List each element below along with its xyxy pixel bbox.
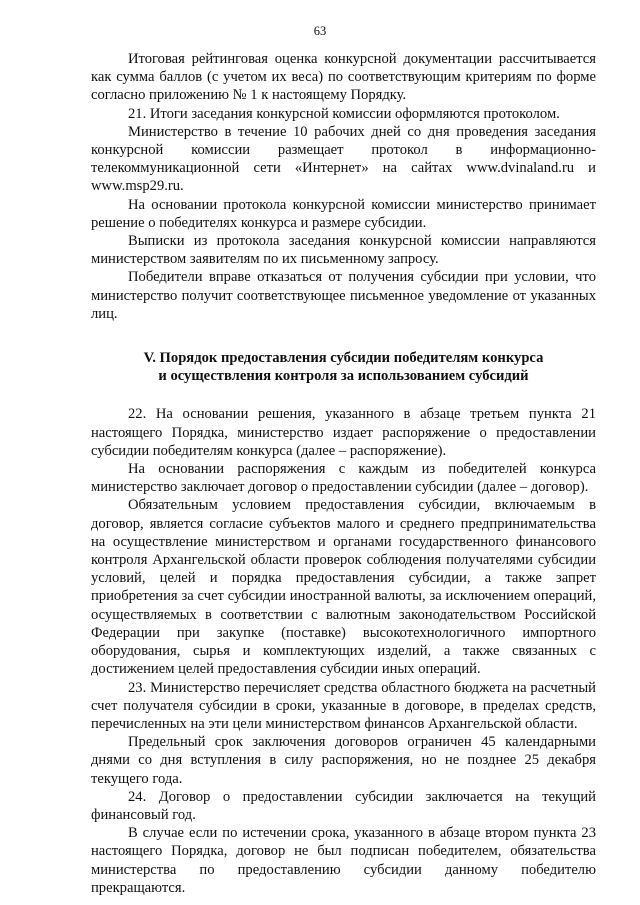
section-heading — [91, 349, 596, 385]
paragraph-obligations-termination: В случае если по истечении срока, указанного в абзаце втором пункта 23 настоящего Порядка, договор не был подписан победителем, обязательства министерства по предоставлению субсидии данному победителю прекращаются. — [91, 825, 596, 896]
paragraph-item-23: 23. Министерство перечисляет средства областного бюджета на расчетный счет получателя субсидии в сроки, указанные в договоре, в пределах средств, перечисленных на эти цели министерством финансов Архангельской области. — [91, 679, 596, 732]
paragraph-item-21: 21. Итоги заседания конкурсной комиссии оформляются протоколом. — [128, 105, 560, 122]
page-number: 63 — [313, 24, 327, 38]
section-heading-line-1: V. Порядок предоставления субсидии победителям конкурса — [143, 350, 544, 367]
paragraph-winners-decision: На основании протокола конкурсной комиссии министерство принимает решение о победителях конкурса и размере субсидии. — [91, 196, 596, 231]
paragraph-deadline: Предельный срок заключения договоров ограничен 45 календарными днями со дня вступления в силу распоряжения, но не позднее 25 декабря текущего года. — [91, 734, 596, 787]
paragraph-item-24: 24. Договор о предоставлении субсидии заключается на текущий финансовый год. — [91, 788, 596, 823]
paragraph-winners-refusal: Победители вправе отказаться от получения субсидии при условии, что министерство получит соответствующее письменное уведомление от указанных лиц. — [91, 269, 596, 322]
document-body — [91, 50, 596, 897]
paragraph-rating-score: Итоговая рейтинговая оценка конкурсной документации рассчитывается как сумма баллов (с учетом их веса) по соответствующим критериям по форме согласно приложению № 1 к настоящему Порядку. — [91, 51, 596, 104]
paragraph-protocol-extracts: Выписки из протокола заседания конкурсной комиссии направляются министерством заявителям по их письменному запросу. — [91, 233, 596, 268]
paragraph-mandatory-condition: Обязательным условием предоставления субсидии, включаемым в договор, является согласие субъектов малого и среднего предпринимательства на осуществление министерством и органами государственного финансового контроля Архангельской области проверок соблюдения получателями субсидии условий, целей и порядка предоставления субсидии, а также запрет приобретения за счет субсидии иностранной валюты, за исключением операций, осуществляемых в соответствии с валютным законодательством Российской Федерации при закупке (поставке) высокотехнологичного импортного оборудования, сырья и комплектующих изделий, а также связанных с достижением целей предоставления субсидии иных операций. — [91, 497, 596, 678]
paragraph-protocol-publication: Министерство в течение 10 рабочих дней со дня проведения заседания конкурсной комиссии размещает протокол в информационно-телекоммуникационной сети «Интернет» на сайтах www.dvinaland.ru и www.msp29.ru. — [91, 123, 596, 195]
section-heading-line-2: и осуществления контроля за использованием субсидий — [158, 368, 529, 385]
paragraph-contract-conclusion: На основании распоряжения с каждым из победителей конкурса министерство заключает договор о предоставлении субсидии (далее – договор). — [91, 461, 596, 496]
paragraph-item-22: 22. На основании решения, указанного в абзаце третьем пункта 21 настоящего Порядка, министерство издает распоряжение о предоставлении субсидии победителям конкурса (далее – распоряжение). — [91, 406, 596, 459]
